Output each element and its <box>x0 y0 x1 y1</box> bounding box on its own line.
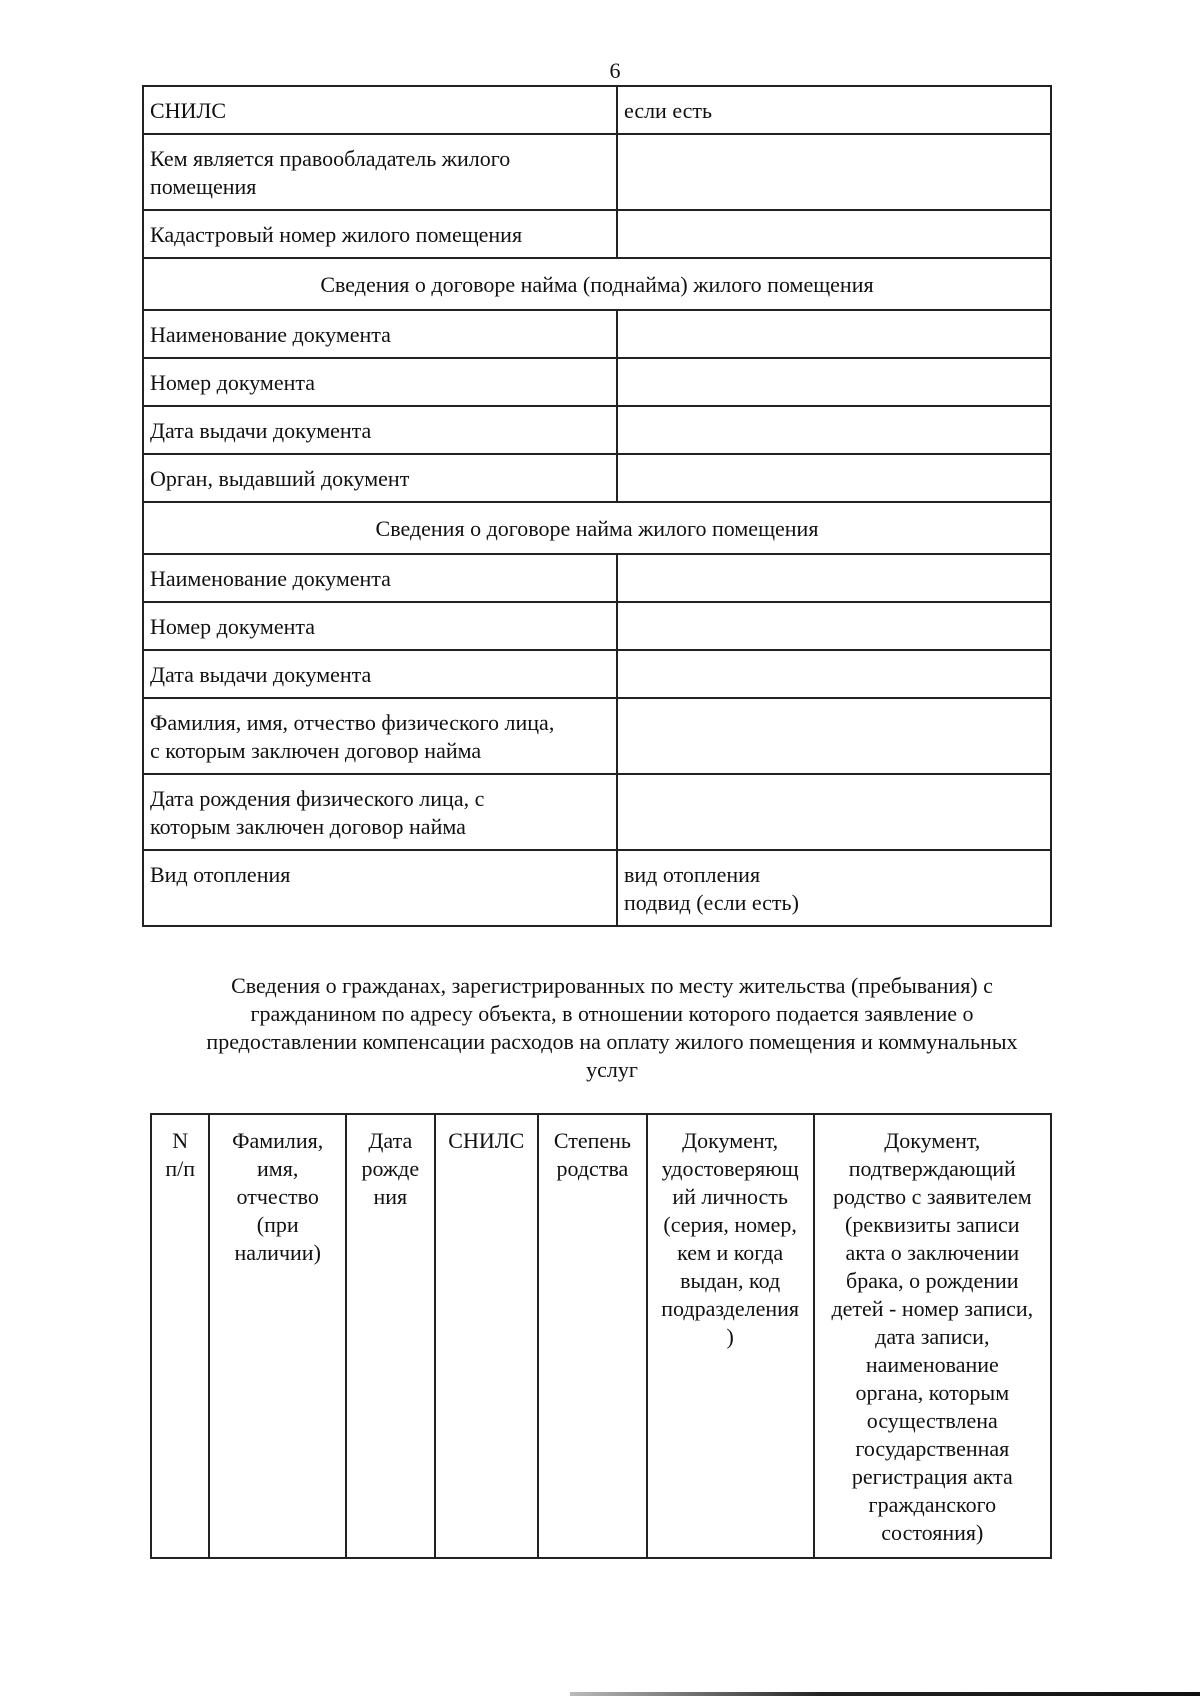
header-line: рожде <box>361 1156 420 1181</box>
field-label-line: Наименование документа <box>150 566 391 591</box>
header-line: акта о заключении <box>845 1240 1020 1265</box>
header-line: (при <box>256 1212 299 1237</box>
field-label-line: СНИЛС <box>150 98 227 123</box>
header-full-name <box>209 1114 346 1558</box>
field-label-line: Вид отопления <box>150 862 291 887</box>
citizens-table-header-row <box>151 1114 1051 1558</box>
field-label <box>143 850 617 926</box>
field-value-line: подвид (если есть) <box>624 890 799 915</box>
header-line: Фамилия, <box>232 1128 324 1153</box>
field-value[interactable] <box>617 602 1051 650</box>
housing-info-table <box>142 85 1052 927</box>
field-value[interactable] <box>617 358 1051 406</box>
field-value[interactable] <box>617 774 1051 850</box>
header-line: органа, которым <box>855 1380 1010 1405</box>
section-header-row <box>143 258 1051 310</box>
field-label <box>143 134 617 210</box>
field-label-line: Дата выдачи документа <box>150 418 372 443</box>
form-row <box>143 602 1051 650</box>
header-line: гражданского <box>868 1492 997 1517</box>
header-line: Документ, <box>884 1128 981 1153</box>
field-label-line: Кем является правообладатель жилого <box>150 146 511 171</box>
field-value[interactable] <box>617 406 1051 454</box>
header-line: состояния) <box>881 1520 984 1545</box>
header-birth-date <box>346 1114 434 1558</box>
citizens-section-caption <box>142 972 1082 1084</box>
field-label <box>143 650 617 698</box>
header-line: N <box>172 1128 189 1153</box>
field-value-line: если есть <box>624 98 713 123</box>
field-label-line: Фамилия, имя, отчество физического лица, <box>150 710 555 735</box>
header-line: подразделения <box>661 1296 800 1321</box>
header-line: выдан, код <box>680 1268 781 1293</box>
form-row <box>143 698 1051 774</box>
header-line: кем и когда <box>677 1240 784 1265</box>
header-line: детей - номер записи, <box>831 1296 1034 1321</box>
header-line: осуществлена <box>866 1408 998 1433</box>
form-row <box>143 310 1051 358</box>
field-label-line: помещения <box>150 174 257 199</box>
field-label <box>143 210 617 258</box>
field-label-line: Дата рождения физического лица, с <box>150 786 485 811</box>
scan-edge-line <box>570 1692 1200 1696</box>
field-value[interactable] <box>617 554 1051 602</box>
form-row <box>143 86 1051 134</box>
field-label-line: которым заключен договор найма <box>150 814 466 839</box>
page-number: 6 <box>609 58 621 83</box>
form-row <box>143 650 1051 698</box>
section-title: Сведения о договоре найма жилого помещения <box>143 502 1051 554</box>
header-line: (реквизиты записи <box>845 1212 1020 1237</box>
field-value-line: вид отопления <box>624 862 761 887</box>
header-identity-document <box>647 1114 814 1558</box>
registered-citizens-table <box>150 1113 1052 1559</box>
field-label <box>143 774 617 850</box>
section-header-row <box>143 502 1051 554</box>
header-line: отчество <box>236 1184 319 1209</box>
field-value[interactable] <box>617 134 1051 210</box>
header-line: наименование <box>865 1352 999 1377</box>
form-row <box>143 210 1051 258</box>
header-line: имя, <box>257 1156 299 1181</box>
field-label-line: Кадастровый номер жилого помещения <box>150 222 523 247</box>
field-label-line: Орган, выдавший документ <box>150 466 410 491</box>
caption-line: Сведения о гражданах, зарегистрированных по месту жительства (пребывания) с <box>231 973 993 998</box>
field-label-line: Наименование документа <box>150 322 391 347</box>
header-line: Степень <box>553 1128 631 1153</box>
field-value[interactable] <box>617 650 1051 698</box>
header-line: наличии) <box>234 1240 321 1265</box>
header-line: СНИЛС <box>448 1128 525 1153</box>
field-value[interactable] <box>617 698 1051 774</box>
form-row <box>143 406 1051 454</box>
field-label <box>143 86 617 134</box>
field-value[interactable] <box>617 210 1051 258</box>
header-line: удостоверяющ <box>661 1156 799 1181</box>
field-label <box>143 554 617 602</box>
header-relationship <box>538 1114 647 1558</box>
header-line: Документ, <box>682 1128 779 1153</box>
caption-line: услуг <box>586 1057 638 1082</box>
header-line: регистрация акта <box>851 1464 1013 1489</box>
form-row <box>143 554 1051 602</box>
field-label-line: Дата выдачи документа <box>150 662 372 687</box>
header-line: п/п <box>165 1156 195 1181</box>
header-line: дата записи, <box>875 1324 990 1349</box>
header-line: государственная <box>855 1436 1010 1461</box>
header-number <box>151 1114 209 1558</box>
header-line: подтверждающий <box>848 1156 1016 1181</box>
caption-line: гражданином по адресу объекта, в отношении которого подается заявление о <box>250 1001 974 1026</box>
header-line: Дата <box>368 1128 413 1153</box>
header-line: (серия, номер, <box>663 1212 797 1237</box>
header-line: ния <box>373 1184 408 1209</box>
header-line: ий личность <box>672 1184 788 1209</box>
caption-line: предоставлении компенсации расходов на оплату жилого помещения и коммунальных <box>206 1029 1018 1054</box>
field-label <box>143 454 617 502</box>
field-value[interactable] <box>617 310 1051 358</box>
field-label <box>143 358 617 406</box>
form-row <box>143 774 1051 850</box>
form-row <box>143 134 1051 210</box>
header-line: родства <box>556 1156 629 1181</box>
field-label-line: Номер документа <box>150 614 316 639</box>
field-label <box>143 602 617 650</box>
header-line: ) <box>726 1324 734 1349</box>
field-value[interactable] <box>617 86 1051 134</box>
header-line: родство с заявителем <box>832 1184 1032 1209</box>
header-relationship-document <box>814 1114 1051 1558</box>
header-snils <box>435 1114 539 1558</box>
form-row <box>143 454 1051 502</box>
field-label-line: с которым заключен договор найма <box>150 738 482 763</box>
form-row <box>143 850 1051 926</box>
form-row <box>143 358 1051 406</box>
field-label <box>143 698 617 774</box>
field-label-line: Номер документа <box>150 370 316 395</box>
housing-info-table-body <box>143 86 1051 926</box>
section-title: Сведения о договоре найма (поднайма) жилого помещения <box>143 258 1051 310</box>
field-value[interactable] <box>617 850 1051 926</box>
field-label <box>143 406 617 454</box>
field-label <box>143 310 617 358</box>
field-value[interactable] <box>617 454 1051 502</box>
header-line: брака, о рождении <box>846 1268 1019 1293</box>
